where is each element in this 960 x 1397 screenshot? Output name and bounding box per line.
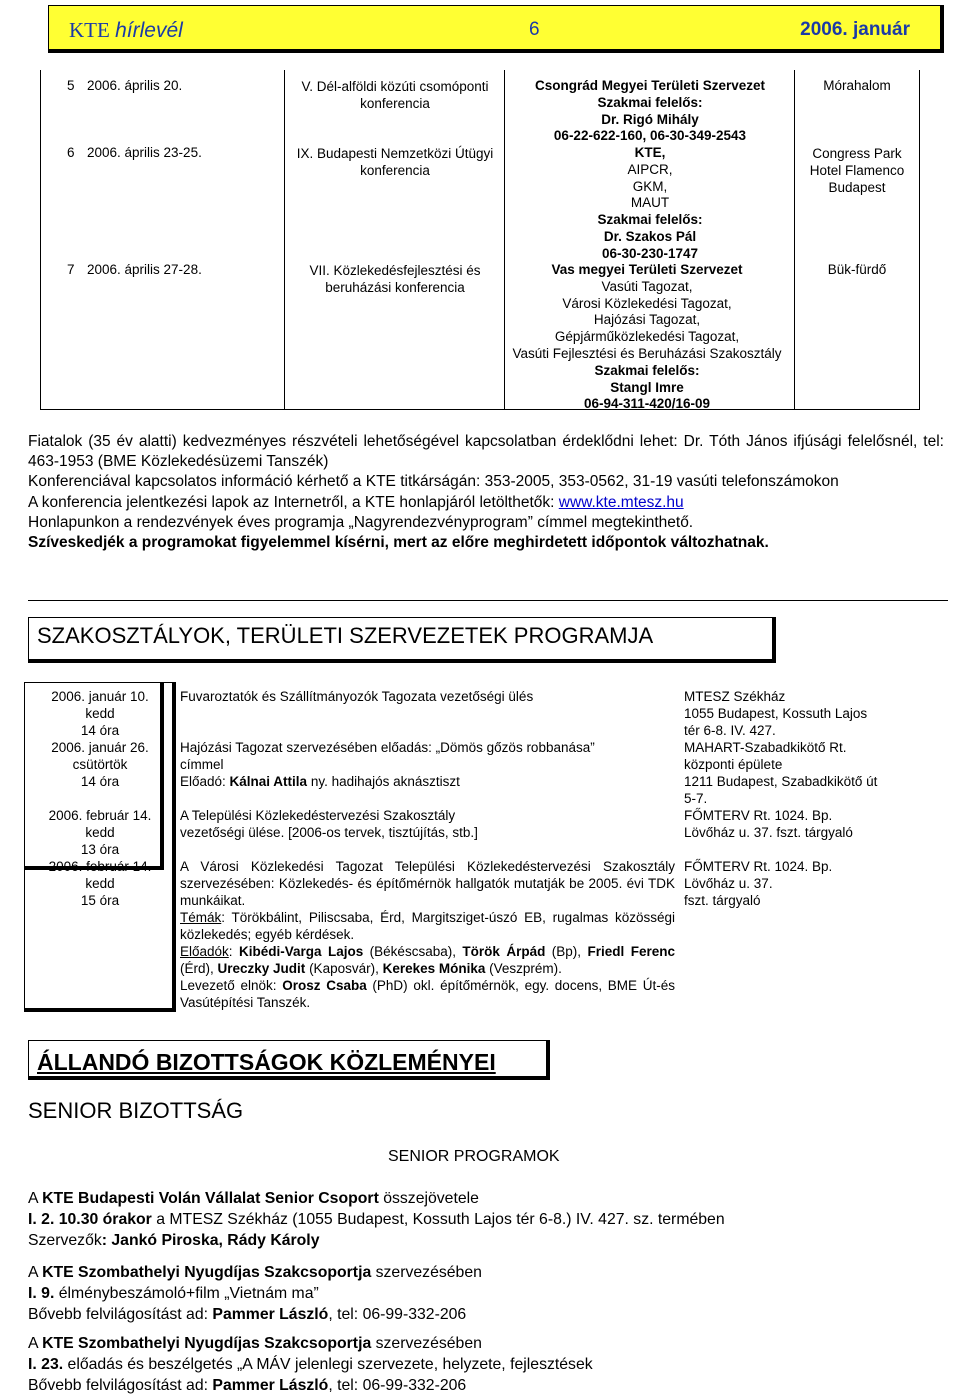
- program-location: MAHART-Szabadkikötő Rt. központi épülete 1211 Budapest, Szabadkikötő út 5-7.: [684, 740, 878, 806]
- conf-num: 7: [67, 262, 75, 277]
- conf-org: Csongrád Megyei Területi Szervezet Szakmai felelős: Dr. Rigó Mihály 06-22-622-160, 06-30-349-2543: [534, 78, 766, 144]
- conf-event: V. Dél-alföldi közúti csomóponti konferencia: [301, 79, 489, 111]
- header-hirlevel: hírlevél: [115, 19, 183, 42]
- info-program: Honlapunkon a rendezvények éves programja „Nagyrendezvényprogram” címmel megtekinthető.: [28, 513, 694, 531]
- info-warning: Szíveskedjék a programokat figyelemmel kísérni, mert az előre meghirdetett időpontok változhatnak.: [28, 534, 769, 552]
- program-desc: Fuvaroztatók és Szállítmányozók Tagozata vezetőségi ülés: [180, 689, 534, 704]
- conf-date: 2006. április 20.: [87, 78, 183, 93]
- section-title-programs: SZAKOSZTÁLYOK, TERÜLETI SZERVEZETEK PROGRAMJA: [28, 617, 776, 663]
- conf-location: Mórahalom: [823, 78, 891, 93]
- program-date: 2006. január 10. kedd 14 óra: [51, 689, 149, 738]
- conf-location: Bük-fürdő: [827, 262, 887, 277]
- senior-item: A KTE Budapesti Volán Vállalat Senior Csoport összejövetele I. 2. 10.30 órakor a MTESZ Székház (1055 Budapest, Kossuth Lajos tér 6-8.) IV. 427. sz. termében Szervezők: Jankó Piroska, Rády Károly: [28, 1190, 725, 1250]
- program-location: FŐMTERV Rt. 1024. Bp. Lövőház u. 37. fszt. tárgyaló: [684, 859, 833, 908]
- program-desc: A Városi Közlekedési Tagozat Települési Közlekedéstervezési Szakosztály szervezésében: Közlekedés- és építőmérnök hallgatók mutatják be 2005. évi TDK munkáikat. Témák: Törökbálint, Piliscsaba, Érd, Margitsziget-úszó EB, rugalmas közösségi közlekedés; egyéb kérdések. Előadók: Kibédi-Varga Lajos (Békéscsaba), Török Árpád (Bp), Friedl Ferenc (Érd), Ureczky Judit (Kaposvár), Kerekes Mónika (Veszprém). Levezető elnök: Orosz Csaba (PhD) okl. építőmérnök, egy. docens, BME Út-és Vasútépítési Tanszék.: [180, 859, 675, 1010]
- info-contact: Konferenciával kapcsolatos információ kérhető a KTE titkárságán: 353-2005, 353-0562, 31-19 vasúti telefonszámokon: [28, 473, 839, 491]
- info-registration: A konferencia jelentkezési lapok az Internetről, a KTE honlapjáról letölthetők: www.kte.mtesz.hu: [28, 493, 684, 511]
- info-block: [28, 432, 944, 553]
- programs-table: [24, 682, 932, 1014]
- senior-item: A KTE Szombathelyi Nyugdíjas Szakcsoportja szervezésében I. 23. előadás és beszélgetés „A MÁV jelenlegi szervezete, helyzete, fejlesztések Bővebb felvilágosítást ad: Pammer László, tel: 06-99-332-206: [28, 1335, 593, 1395]
- conference-table: [40, 70, 920, 410]
- conf-date: 2006. április 27-28.: [87, 262, 202, 277]
- conf-date: 2006. április 23-25.: [87, 145, 202, 160]
- program-desc: Hajózási Tagozat szervezésében előadás: „Dömös gőzös robbanása” címmel Előadó: Kálnai Attila ny. hadihajós aknásztiszt: [180, 740, 595, 789]
- senior-programs-title: SENIOR PROGRAMOK: [388, 1148, 560, 1165]
- website-link[interactable]: www.kte.mtesz.hu: [558, 493, 684, 511]
- newsletter-header: [48, 5, 944, 53]
- page-number: 6: [529, 19, 540, 40]
- conf-num: 6: [67, 145, 75, 160]
- divider: [28, 600, 948, 601]
- program-location: MTESZ Székház 1055 Budapest, Kossuth Lajos tér 6-8. IV. 427.: [684, 689, 868, 738]
- conf-org: KTE, AIPCR, GKM, MAUT Szakmai felelős: Dr. Szakos Pál 06-30-230-1747: [597, 145, 703, 261]
- newsletter-title: [69, 18, 183, 43]
- senior-item: A KTE Szombathelyi Nyugdíjas Szakcsoportja szervezésében I. 9. élménybeszámoló+film „Vietnám ma” Bővebb felvilágosítást ad: Pammer László, tel: 06-99-332-206: [28, 1264, 482, 1324]
- conf-num: 5: [67, 78, 75, 93]
- program-date: 2006. január 26. csütörtök 14 óra: [51, 740, 149, 789]
- program-location: FŐMTERV Rt. 1024. Bp. Lövőház u. 37. fszt. tárgyaló: [684, 808, 853, 840]
- program-desc: A Települési Közlekedéstervezési Szakosztály vezetőségi ülése. [2006-os tervek, tisztújítás, stb.]: [180, 808, 478, 840]
- conf-location: Congress Park Hotel Flamenco Budapest: [809, 146, 905, 195]
- issue-date: 2006. január: [800, 19, 910, 40]
- program-date: 2006. február 14. kedd 13 óra: [48, 808, 152, 857]
- program-date: 2006. február 14. kedd 15 óra: [48, 859, 152, 908]
- header-kte: KTE: [69, 18, 110, 42]
- section-title-committees: ÁLLANDÓ BIZOTTSÁGOK KÖZLEMÉNYEI: [28, 1040, 550, 1080]
- info-youth: Fiatalok (35 év alatti) kedvezményes részvételi lehetőségével kapcsolatban érdeklődni lehet: Dr. Tóth János ifjúsági felelősnél, tel: 463-1953 (BME Közlekedésüzemi Tanszék): [28, 433, 944, 471]
- conf-org: Vas megyei Területi Szervezet Vasúti Tagozat, Városi Közlekedési Tagozat, Hajózási Tagozat, Gépjárműközlekedési Tagozat, Vasúti Fejlesztési és Beruházási Szakosztály Szakmai felelős: Stangl Imre 06-94-311-420/16-09: [512, 262, 782, 412]
- conf-event: IX. Budapesti Nemzetközi Útügyi konferencia: [296, 146, 494, 178]
- conf-event: VII. Közlekedésfejlesztési és beruházási konferencia: [309, 263, 481, 295]
- senior-committee-title: SENIOR BIZOTTSÁG: [28, 1098, 244, 1123]
